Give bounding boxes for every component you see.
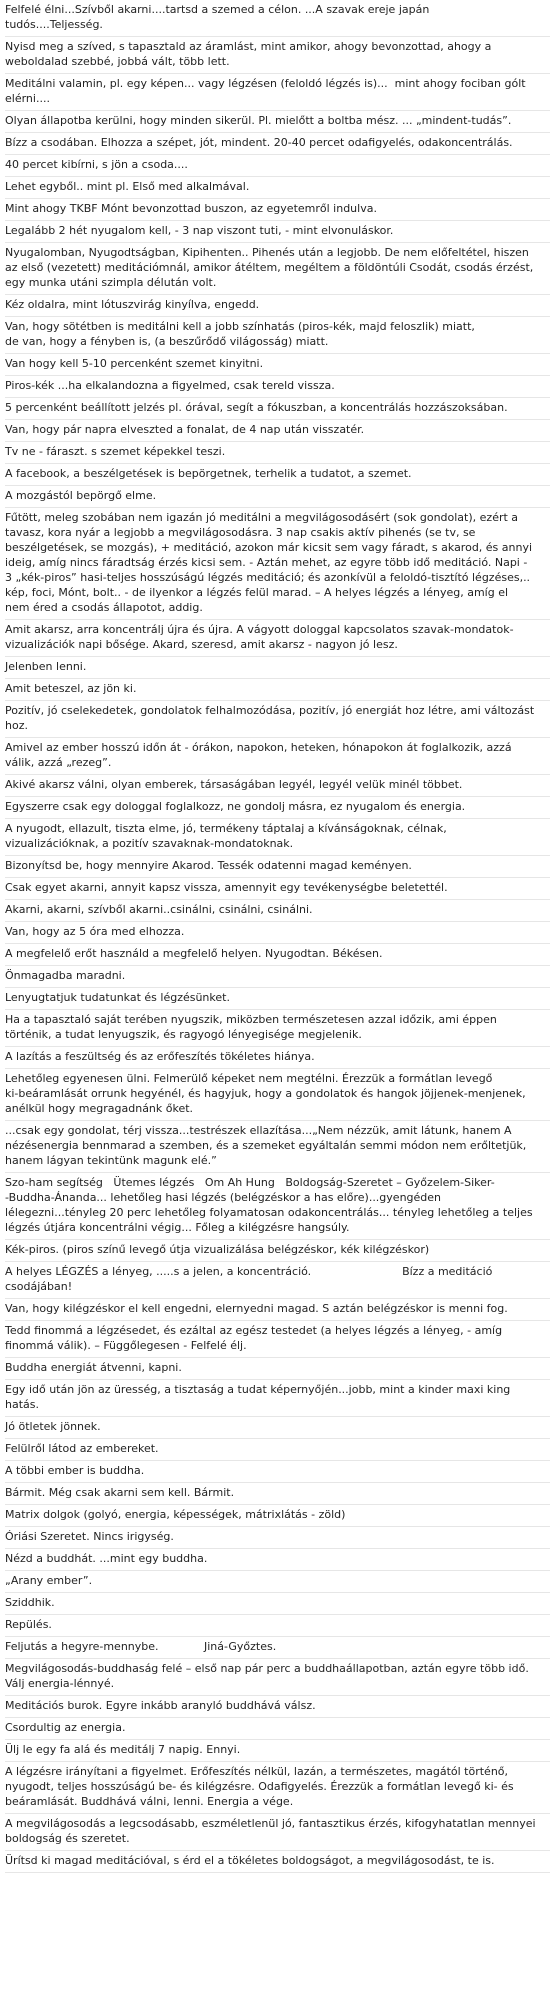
text-line: Ürítsd ki magad meditációval, s érd el a tökéletes boldogságot, a megvilágosodást, te is. [5, 1854, 495, 1867]
text-line: Van, hogy kilégzéskor el kell engedni, elernyedni magad. S aztán belégzéskor is menni fog. [5, 1302, 508, 1315]
text-line: Tv ne - fáraszt. s szemet képekkel teszi. [5, 445, 226, 458]
text-line: elérni.... [5, 92, 50, 105]
paragraph [5, 1853, 550, 1873]
text-line: lélegezni...tényleg 20 perc lehetőleg folyamatosan odakoncentrálás... tényleg lehetőleg a teljes [5, 1206, 533, 1219]
paragraph [5, 488, 550, 508]
paragraph [5, 924, 550, 944]
text-line: Mint ahogy TKBF Mónt bevonzottad buszon, az egyetemről indulva. [5, 202, 377, 215]
paragraph [5, 1764, 550, 1814]
paragraph [5, 179, 550, 199]
text-line: Amit beteszel, az jön ki. [5, 682, 137, 695]
text-line: beáramlását. Buddhává válni, lenni. Energia a vége. [5, 1795, 294, 1808]
text-line: Fűtött, meleg szobában nem igazán jó meditálni a megvilágosodásért (sok gondolat), ezért a [5, 511, 519, 524]
paragraph [5, 1661, 550, 1696]
text-line: Nézd a buddhát. ...mint egy buddha. [5, 1552, 208, 1565]
paragraph [5, 39, 550, 74]
text-line: weboldalad szebbé, jobbá vált, több lett. [5, 55, 230, 68]
paragraph [5, 1071, 550, 1121]
text-line: Amivel az ember hosszú időn át - órákon, napokon, heteken, hónapokon át foglalkozik, azzá [5, 741, 512, 754]
text-line: egy munka utáni szimpla délután volt. [5, 276, 217, 289]
text-line: A légzésre irányítani a figyelmet. Erőfeszítés nélkül, lazán, a természetes, magától történő, [5, 1765, 509, 1778]
text-line: hanem lágyan tekintünk magunk elé.” [5, 1154, 217, 1167]
text-line: Akivé akarsz válni, olyan emberek, társaságában legyél, legyél velük minél többet. [5, 778, 463, 791]
text-line: Tedd finommá a légzésedet, és ezáltal az egész testedet (a helyes légzés a lényeg, - amíg [5, 1324, 503, 1337]
paragraph [5, 1617, 550, 1637]
text-line: Legalább 2 hét nyugalom kell, - 3 nap viszont tuti, - mint elvonuláskor. [5, 224, 394, 237]
paragraph [5, 135, 550, 155]
text-line: A helyes LÉGZÉS a lényeg, .....s a jelen, a koncentráció. Bízz a meditáció [5, 1265, 493, 1278]
text-line: „Arany ember”. [5, 1574, 93, 1587]
paragraph [5, 1175, 550, 1240]
text-line: Piros-kék ...ha elkalandozna a figyelmed, csak tereld vissza. [5, 379, 335, 392]
text-line: Válj energia-lénnyé. [5, 1677, 115, 1690]
text-line: hoz. [5, 719, 28, 732]
text-line: A többi ember is buddha. [5, 1464, 145, 1477]
text-line: Akarni, akarni, szívből akarni..csinálni, csinálni, csinálni. [5, 903, 313, 916]
paragraph [5, 444, 550, 464]
paragraph [5, 1742, 550, 1762]
text-line: Egyszerre csak egy dologgal foglalkozz, ne gondolj másra, ez nyugalom és energia. [5, 800, 466, 813]
paragraph [5, 1301, 550, 1321]
text-line: boldogság és szeretet. [5, 1832, 130, 1845]
paragraph [5, 622, 550, 657]
text-line: A lazítás a feszültség és az erőfeszítés tökéletes hiánya. [5, 1050, 315, 1063]
paragraph [5, 1049, 550, 1069]
paragraph [5, 1463, 550, 1483]
paragraph [5, 1507, 550, 1527]
paragraph [5, 659, 550, 679]
paragraph [5, 1720, 550, 1740]
paragraph [5, 821, 550, 856]
text-line: tavasz, kora nyár a legjobb a megvilágosodásra. 3 nap csakis aktív pihenés (se tv, se [5, 526, 476, 539]
text-line: Csak egyet akarni, annyit kapsz vissza, amennyit egy tevékenységbe beletettél. [5, 881, 448, 894]
text-line: ki-beáramlását orrunk hegyénél, és hagyjuk, hogy a gondolatok és hangok jöjjenek-menjenek, [5, 1087, 526, 1100]
text-line: Van, hogy az 5 óra med elhozza. [5, 925, 185, 938]
text-line: 40 percet kibírni, s jön a csoda.... [5, 158, 188, 171]
text-line: Lehet egyből.. mint pl. Első med alkalmával. [5, 180, 250, 193]
text-line: A mozgástól bepörgő elme. [5, 489, 157, 502]
paragraph [5, 400, 550, 420]
paragraph [5, 223, 550, 243]
paragraph [5, 968, 550, 988]
paragraph [5, 1441, 550, 1461]
text-line: de van, hogy a fényben is, (a beszűrődő világosság) miatt. [5, 335, 329, 348]
text-line: Lenyugtatjuk tudatunkat és légzésünket. [5, 991, 230, 1004]
paragraph [5, 2, 550, 37]
text-line: Bizonyítsd be, hogy mennyire Akarod. Tessék odatenni magad keményen. [5, 859, 412, 872]
text-line: válik, azzá „rezeg”. [5, 756, 112, 769]
text-line: beszélgetések, se mozgás), + meditáció, azokon már kicsit sem vagy fáradt, s akarod, és annyi [5, 541, 533, 554]
text-line: A megfelelő erőt használd a megfelelő helyen. Nyugodtan. Békésen. [5, 947, 383, 960]
text-line: 5 percenként beállított jelzés pl. órával, segít a fókuszban, a koncentrálás hozzászoksában. [5, 401, 508, 414]
paragraph [5, 319, 550, 354]
paragraph [5, 902, 550, 922]
paragraph [5, 681, 550, 701]
text-line: Sziddhik. [5, 1596, 55, 1609]
text-line: Meditációs burok. Egyre inkább aranyló buddhává válsz. [5, 1699, 316, 1712]
text-line: Szo-ham segítség Ütemes légzés Om Ah Hung Boldogság-Szeretet – Győzelem-Siker- [5, 1176, 495, 1189]
text-line: Matrix dolgok (golyó, energia, képességek, mátrixlátás - zöld) [5, 1508, 346, 1521]
text-line: Kék-piros. (piros színű levegő útja vizualizálása belégzéskor, kék kilégzéskor) [5, 1243, 430, 1256]
paragraph [5, 356, 550, 376]
text-line: Kéz oldalra, mint lótuszvirág kinyílva, engedd. [5, 298, 260, 311]
text-line: Bármit. Még csak akarni sem kell. Bármit. [5, 1486, 235, 1499]
paragraph [5, 1419, 550, 1439]
paragraph [5, 297, 550, 317]
text-line: Csordultig az energia. [5, 1721, 126, 1734]
paragraph [5, 946, 550, 966]
text-line: kép, foci, Mónt, bolt.. - de ilyenkor a légzés felül marad. – A helyes légzés a lényeg, amíg el [5, 586, 509, 599]
text-line: légzés útjára koncentrálni végig... Főleg a kilégzésre hangsúly. [5, 1221, 350, 1234]
paragraph [5, 1485, 550, 1505]
paragraph [5, 378, 550, 398]
text-line: Lehetőleg egyenesen ülni. Felmerülő képeket nem megtélni. Érezzük a formátlan levegő [5, 1072, 493, 1085]
text-line: A facebook, a beszélgetések is bepörgetnek, terhelik a tudatot, a szemet. [5, 467, 412, 480]
text-line: Olyan állapotba kerülni, hogy minden sikerül. Pl. mielőtt a boltba mész. ... „mindent-tudás”. [5, 114, 512, 127]
text-line: ideig, amíg nincs fáradtság érzés kicsi sem. - Aztán mehet, az egyre több idő meditáció. Napi - [5, 556, 528, 569]
text-line: Pozitív, jó cselekedetek, gondolatok felhalmozódása, pozitív, jó energiát hoz létre, ami változást [5, 704, 535, 717]
text-line: nézésenergia bennmarad a szemben, és a szemeket egyáltalán semmi módon nem erőltetjük, [5, 1139, 527, 1152]
text-line: vizualizációknak, a pozitív szavaknak-mondatoknak. [5, 837, 294, 850]
text-line: ...csak egy gondolat, térj vissza...testrészek ellazítása...„Nem nézzük, amit látunk, hanem A [5, 1124, 512, 1137]
text-line: finommá válik). – Függőlegesen - Felfelé élj. [5, 1339, 247, 1352]
text-line: nyugodt, teljes hosszúságú be- és kilégzésre. Odafigyelés. Érezzük a formátlan levegő ki- és [5, 1780, 514, 1793]
text-line: Jelenben lenni. [5, 660, 87, 673]
paragraph [5, 990, 550, 1010]
text-line: nem éred a csodás állapotot, addig. [5, 601, 203, 614]
text-line: anélkül hogy megragadnánk őket. [5, 1102, 194, 1115]
paragraph [5, 1551, 550, 1571]
paragraph [5, 1573, 550, 1593]
paragraph [5, 703, 550, 738]
text-line: Amit akarsz, arra koncentrálj újra és újra. A vágyott dologgal kapcsolatos szavak-mondatok- [5, 623, 514, 636]
paragraph [5, 1323, 550, 1358]
text-line: A nyugodt, ellazult, tiszta elme, jó, termékeny táptalaj a kívánságoknak, célnak, [5, 822, 447, 835]
paragraph [5, 1242, 550, 1262]
paragraph [5, 1816, 550, 1851]
text-line: tudós....Teljesség. [5, 18, 103, 31]
paragraph [5, 777, 550, 797]
text-line: történik, a tudat lenyugszik, és ragyogó lényegisége megjelenik. [5, 1028, 362, 1041]
text-line: vizualizációk napi bősége. Akard, szeresd, amit akarsz - nagyon jó lesz. [5, 638, 398, 651]
paragraph [5, 422, 550, 442]
text-line: Van hogy kell 5-10 percenként szemet kinyitni. [5, 357, 264, 370]
paragraph [5, 858, 550, 878]
paragraph [5, 1123, 550, 1173]
paragraph [5, 880, 550, 900]
paragraph [5, 740, 550, 775]
paragraph [5, 1529, 550, 1549]
paragraph [5, 466, 550, 486]
paragraph [5, 113, 550, 133]
text-line: Nyisd meg a szíved, s tapasztald az áramlást, mint amikor, ahogy bevonzottad, ahogy a [5, 40, 492, 53]
paragraph [5, 201, 550, 221]
paragraph [5, 1698, 550, 1718]
text-line: Repülés. [5, 1618, 52, 1631]
text-line: Van, hogy pár napra elveszted a fonalat, de 4 nap után visszatér. [5, 423, 365, 436]
paragraph [5, 510, 550, 620]
paragraph [5, 1012, 550, 1047]
paragraph [5, 1595, 550, 1615]
paragraph [5, 157, 550, 177]
text-line: Önmagadba maradni. [5, 969, 126, 982]
paragraph [5, 799, 550, 819]
text-line: Buddha energiát átvenni, kapni. [5, 1361, 182, 1374]
text-line: Ülj le egy fa alá és meditálj 7 napig. Ennyi. [5, 1743, 241, 1756]
text-line: Megvilágosodás-buddhaság felé – első nap pár perc a buddhaállapotban, aztán egyre több idő. [5, 1662, 529, 1675]
paragraph [5, 1360, 550, 1380]
paragraph [5, 76, 550, 111]
text-line: csodájában! [5, 1280, 73, 1293]
text-line: az első (vezetett) meditációmnál, amikor átéltem, megéltem a földöntúli Csodát, csodás érzést, [5, 261, 534, 274]
text-line: A megvilágosodás a legcsodásabb, eszméletlenül jó, fantasztikus érzés, kifogyhatatlan mennyei [5, 1817, 536, 1830]
text-line: Felülről látod az embereket. [5, 1442, 159, 1455]
text-line: Jó ötletek jönnek. [5, 1420, 101, 1433]
paragraph [5, 1639, 550, 1659]
text-line: hatás. [5, 1398, 39, 1411]
text-line: Nyugalomban, Nyugodtságban, Kipihenten.. Pihenés után a legjobb. De nem előfeltétel, hiszen [5, 246, 529, 259]
text-line: Felfelé élni...Szívből akarni....tartsd a szemed a célon. ...A szavak ereje japán [5, 3, 430, 16]
paragraph [5, 1382, 550, 1417]
text-line: Meditálni valamin, pl. egy képen... vagy légzésen (feloldó légzés is)... mint ahogy fociban gólt [5, 77, 526, 90]
text-line: Van, hogy sötétben is meditálni kell a jobb színhatás (piros-kék, majd feloszlik) miatt, [5, 320, 475, 333]
text-line: Egy idő után jön az üresség, a tisztaság a tudat képernyőjén...jobb, mint a kinder maxi king [5, 1383, 511, 1396]
paragraph [5, 1264, 550, 1299]
text-line: Ha a tapasztaló saját terében nyugszik, miközben természetesen azzal időzik, ami éppen [5, 1013, 497, 1026]
text-line: Óriási Szeretet. Nincs irigység. [5, 1530, 174, 1543]
text-line: 3 „kék-piros” hasi-teljes hosszúságú légzés meditáció; és azonkívül a feloldó-tisztító légzéses,.. [5, 571, 531, 584]
paragraph [5, 245, 550, 295]
text-line: -Buddha-Ánanda... lehetőleg hasi légzés (belégzéskor a has előre)...gyengéden [5, 1191, 442, 1204]
text-line: Feljutás a hegyre-mennybe. Jiná-Győztes. [5, 1640, 277, 1653]
text-line: Bízz a csodában. Elhozza a szépet, jót, mindent. 20-40 percet odafigyelés, odakoncentrálás. [5, 136, 513, 149]
